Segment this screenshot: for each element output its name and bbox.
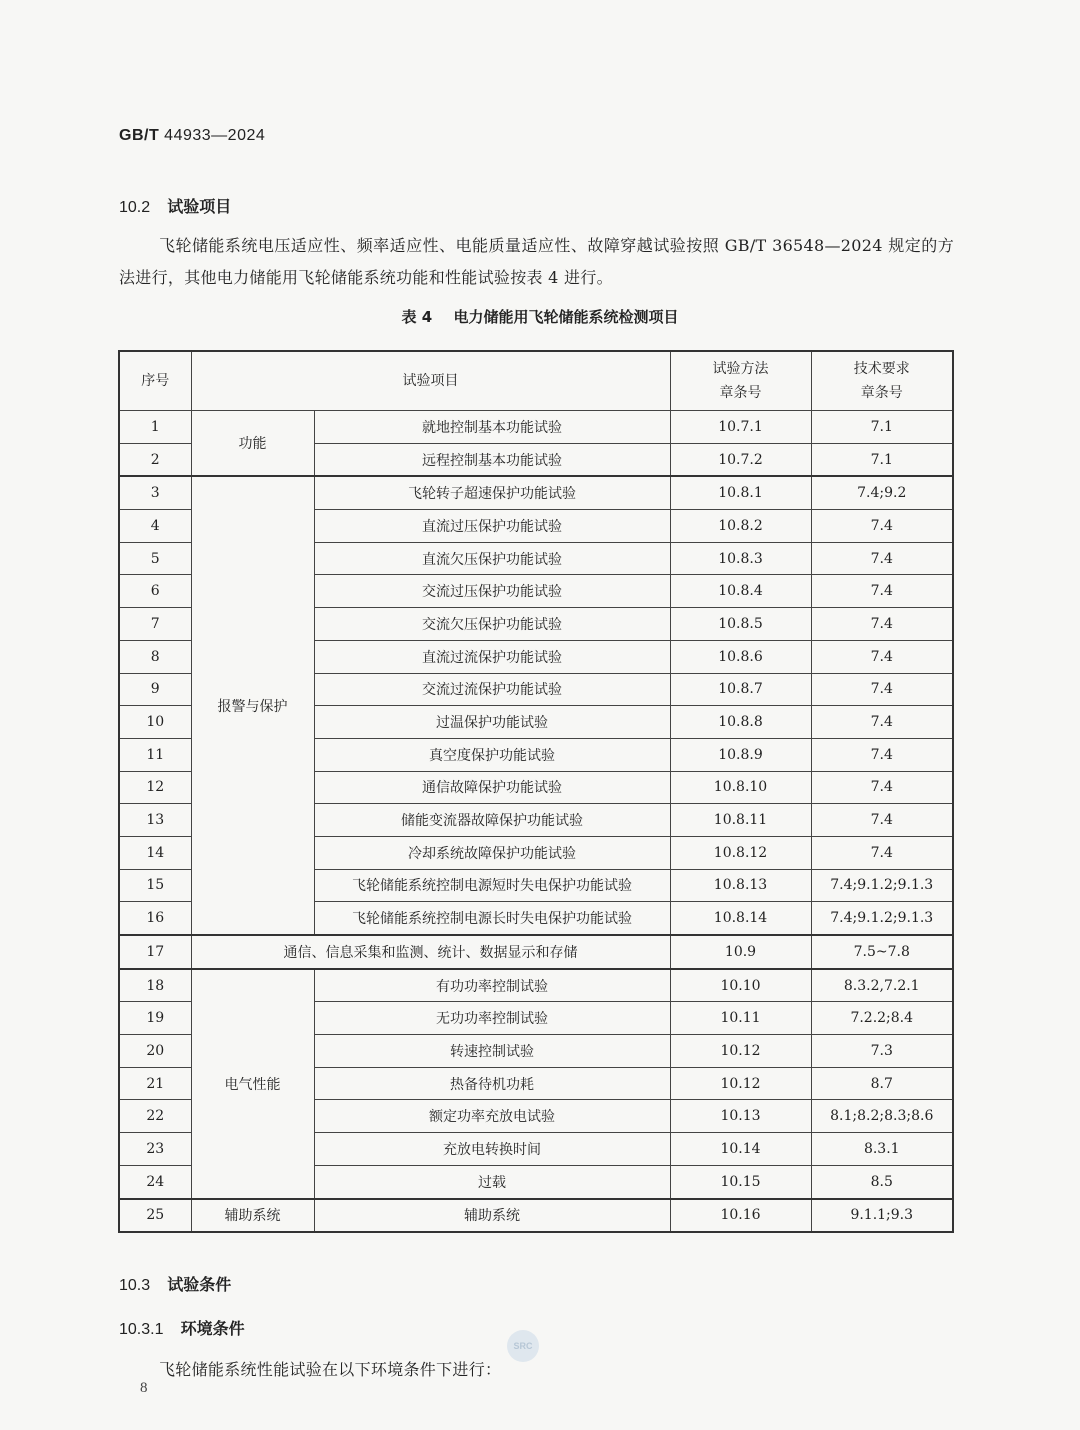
cell-seq: 10 xyxy=(119,706,191,739)
table-row xyxy=(119,411,953,444)
cell-requirement: 7.1 xyxy=(811,411,953,444)
cell-requirement: 7.4 xyxy=(811,640,953,673)
header-seq: 序号 xyxy=(119,351,191,411)
header-method-line2: 章条号 xyxy=(719,385,762,401)
cell-method: 10.8.3 xyxy=(670,542,811,575)
cell-seq: 8 xyxy=(119,640,191,673)
section-10-3-1-paragraph: 飞轮储能系统性能试验在以下环境条件下进行： xyxy=(159,1360,502,1379)
cell-requirement: 7.4 xyxy=(811,542,953,575)
cell-method: 10.12 xyxy=(670,1067,811,1100)
cell-method: 10.15 xyxy=(670,1165,811,1198)
cell-method: 10.16 xyxy=(670,1199,811,1233)
section-number: 10.3 xyxy=(119,1277,151,1294)
cell-method: 10.12 xyxy=(670,1035,811,1068)
group-auxiliary-system: 辅助系统 xyxy=(191,1199,314,1233)
cell-method: 10.8.11 xyxy=(670,804,811,837)
cell-item: 储能变流器故障保护功能试验 xyxy=(314,804,670,837)
cell-requirement: 7.4 xyxy=(811,804,953,837)
table-header-row xyxy=(119,351,953,411)
table-row xyxy=(119,476,953,509)
cell-requirement: 7.3 xyxy=(811,1035,953,1068)
header-req-line1: 技术要求 xyxy=(853,361,910,377)
cell-seq: 22 xyxy=(119,1100,191,1133)
header-requirement xyxy=(811,351,953,411)
cell-item: 直流过流保护功能试验 xyxy=(314,640,670,673)
section-10-3-1-heading xyxy=(119,1316,245,1339)
cell-item: 过载 xyxy=(314,1165,670,1198)
cell-item: 飞轮储能系统控制电源长时失电保护功能试验 xyxy=(314,902,670,935)
cell-seq: 13 xyxy=(119,804,191,837)
cell-item: 直流过压保护功能试验 xyxy=(314,510,670,543)
cell-item: 交流过流保护功能试验 xyxy=(314,673,670,706)
cell-method: 10.9 xyxy=(670,935,811,969)
section-10-2-heading xyxy=(119,194,231,217)
cell-method: 10.7.2 xyxy=(670,443,811,476)
cell-item: 交流过压保护功能试验 xyxy=(314,575,670,608)
cell-seq: 1 xyxy=(119,411,191,444)
cell-seq: 12 xyxy=(119,771,191,804)
cell-requirement: 7.4;9.2 xyxy=(811,476,953,509)
cell-requirement: 7.4 xyxy=(811,771,953,804)
group-function: 功能 xyxy=(191,411,314,477)
cell-seq: 25 xyxy=(119,1199,191,1233)
header-req-line2: 章条号 xyxy=(860,385,903,401)
cell-method: 10.14 xyxy=(670,1133,811,1166)
cell-seq: 9 xyxy=(119,673,191,706)
cell-item: 有功功率控制试验 xyxy=(314,969,670,1002)
standard-number: 44933—2024 xyxy=(164,127,266,144)
cell-item: 充放电转换时间 xyxy=(314,1133,670,1166)
cell-item: 飞轮转子超速保护功能试验 xyxy=(314,476,670,509)
cell-item: 无功功率控制试验 xyxy=(314,1002,670,1035)
cell-requirement: 8.3.2,7.2.1 xyxy=(811,969,953,1002)
cell-seq: 7 xyxy=(119,608,191,641)
watermark-logo: SRC xyxy=(507,1330,539,1362)
cell-requirement: 7.4 xyxy=(811,706,953,739)
table-title: 电力储能用飞轮储能系统检测项目 xyxy=(453,308,679,326)
cell-method: 10.8.5 xyxy=(670,608,811,641)
cell-seq: 3 xyxy=(119,476,191,509)
cell-requirement: 8.1;8.2;8.3;8.6 xyxy=(811,1100,953,1133)
cell-seq: 15 xyxy=(119,869,191,902)
cell-seq: 6 xyxy=(119,575,191,608)
cell-method: 10.8.8 xyxy=(670,706,811,739)
table-caption xyxy=(0,306,1080,327)
table-row xyxy=(119,969,953,1002)
cell-seq: 14 xyxy=(119,836,191,869)
group-electrical-performance: 电气性能 xyxy=(191,969,314,1199)
cell-requirement: 8.5 xyxy=(811,1165,953,1198)
cell-seq: 5 xyxy=(119,542,191,575)
cell-method: 10.8.12 xyxy=(670,836,811,869)
cell-seq: 17 xyxy=(119,935,191,969)
cell-method: 10.13 xyxy=(670,1100,811,1133)
section-title: 试验项目 xyxy=(167,197,232,216)
cell-method: 10.8.6 xyxy=(670,640,811,673)
cell-item: 通信、信息采集和监测、统计、数据显示和存储 xyxy=(191,935,670,969)
cell-requirement: 7.4 xyxy=(811,738,953,771)
cell-requirement: 7.2.2;8.4 xyxy=(811,1002,953,1035)
cell-requirement: 8.7 xyxy=(811,1067,953,1100)
section-title: 环境条件 xyxy=(180,1319,245,1338)
cell-method: 10.8.4 xyxy=(670,575,811,608)
section-10-2-paragraph: 飞轮储能系统电压适应性、频率适应性、电能质量适应性、故障穿越试验按照 GB/T 36548—2024 规定的方法进行，其他电力储能用飞轮储能系统功能和性能试验按表 4 进行。 xyxy=(119,236,954,287)
table-row xyxy=(119,1199,953,1233)
section-title: 试验条件 xyxy=(167,1275,232,1294)
cell-item: 额定功率充放电试验 xyxy=(314,1100,670,1133)
page-number: 8 xyxy=(140,1380,148,1396)
cell-requirement: 7.4 xyxy=(811,673,953,706)
cell-seq: 21 xyxy=(119,1067,191,1100)
cell-method: 10.8.9 xyxy=(670,738,811,771)
cell-item: 冷却系统故障保护功能试验 xyxy=(314,836,670,869)
cell-seq: 24 xyxy=(119,1165,191,1198)
cell-method: 10.7.1 xyxy=(670,411,811,444)
cell-seq: 4 xyxy=(119,510,191,543)
cell-item: 过温保护功能试验 xyxy=(314,706,670,739)
table-number: 表 4 xyxy=(401,308,433,326)
header-item: 试验项目 xyxy=(191,351,670,411)
cell-item: 直流欠压保护功能试验 xyxy=(314,542,670,575)
cell-seq: 2 xyxy=(119,443,191,476)
cell-item: 转速控制试验 xyxy=(314,1035,670,1068)
cell-requirement: 7.4 xyxy=(811,510,953,543)
test-items-table xyxy=(118,350,954,1233)
cell-method: 10.8.2 xyxy=(670,510,811,543)
cell-method: 10.8.14 xyxy=(670,902,811,935)
cell-item: 就地控制基本功能试验 xyxy=(314,411,670,444)
cell-requirement: 9.1.1;9.3 xyxy=(811,1199,953,1233)
section-number: 10.2 xyxy=(119,199,151,216)
cell-requirement: 8.3.1 xyxy=(811,1133,953,1166)
group-alarm-protection: 报警与保护 xyxy=(191,476,314,935)
cell-requirement: 7.4 xyxy=(811,836,953,869)
cell-method: 10.8.13 xyxy=(670,869,811,902)
header-method xyxy=(670,351,811,411)
cell-requirement: 7.4 xyxy=(811,608,953,641)
cell-item: 热备待机功耗 xyxy=(314,1067,670,1100)
cell-item: 飞轮储能系统控制电源短时失电保护功能试验 xyxy=(314,869,670,902)
cell-item: 通信故障保护功能试验 xyxy=(314,771,670,804)
cell-method: 10.11 xyxy=(670,1002,811,1035)
cell-seq: 16 xyxy=(119,902,191,935)
cell-method: 10.8.1 xyxy=(670,476,811,509)
cell-method: 10.10 xyxy=(670,969,811,1002)
table-row xyxy=(119,935,953,969)
cell-item: 真空度保护功能试验 xyxy=(314,738,670,771)
cell-seq: 23 xyxy=(119,1133,191,1166)
cell-seq: 19 xyxy=(119,1002,191,1035)
cell-requirement: 7.1 xyxy=(811,443,953,476)
cell-method: 10.8.7 xyxy=(670,673,811,706)
cell-requirement: 7.4;9.1.2;9.1.3 xyxy=(811,869,953,902)
standard-prefix: GB/T xyxy=(119,127,160,144)
cell-item: 交流欠压保护功能试验 xyxy=(314,608,670,641)
header-method-line1: 试验方法 xyxy=(712,361,769,377)
cell-item: 远程控制基本功能试验 xyxy=(314,443,670,476)
cell-seq: 11 xyxy=(119,738,191,771)
section-10-3-heading xyxy=(119,1272,231,1295)
cell-seq: 18 xyxy=(119,969,191,1002)
cell-requirement: 7.4 xyxy=(811,575,953,608)
cell-seq: 20 xyxy=(119,1035,191,1068)
cell-requirement: 7.4;9.1.2;9.1.3 xyxy=(811,902,953,935)
cell-requirement: 7.5~7.8 xyxy=(811,935,953,969)
cell-method: 10.8.10 xyxy=(670,771,811,804)
standard-code xyxy=(119,127,265,145)
section-number: 10.3.1 xyxy=(119,1321,164,1338)
cell-item: 辅助系统 xyxy=(314,1199,670,1233)
